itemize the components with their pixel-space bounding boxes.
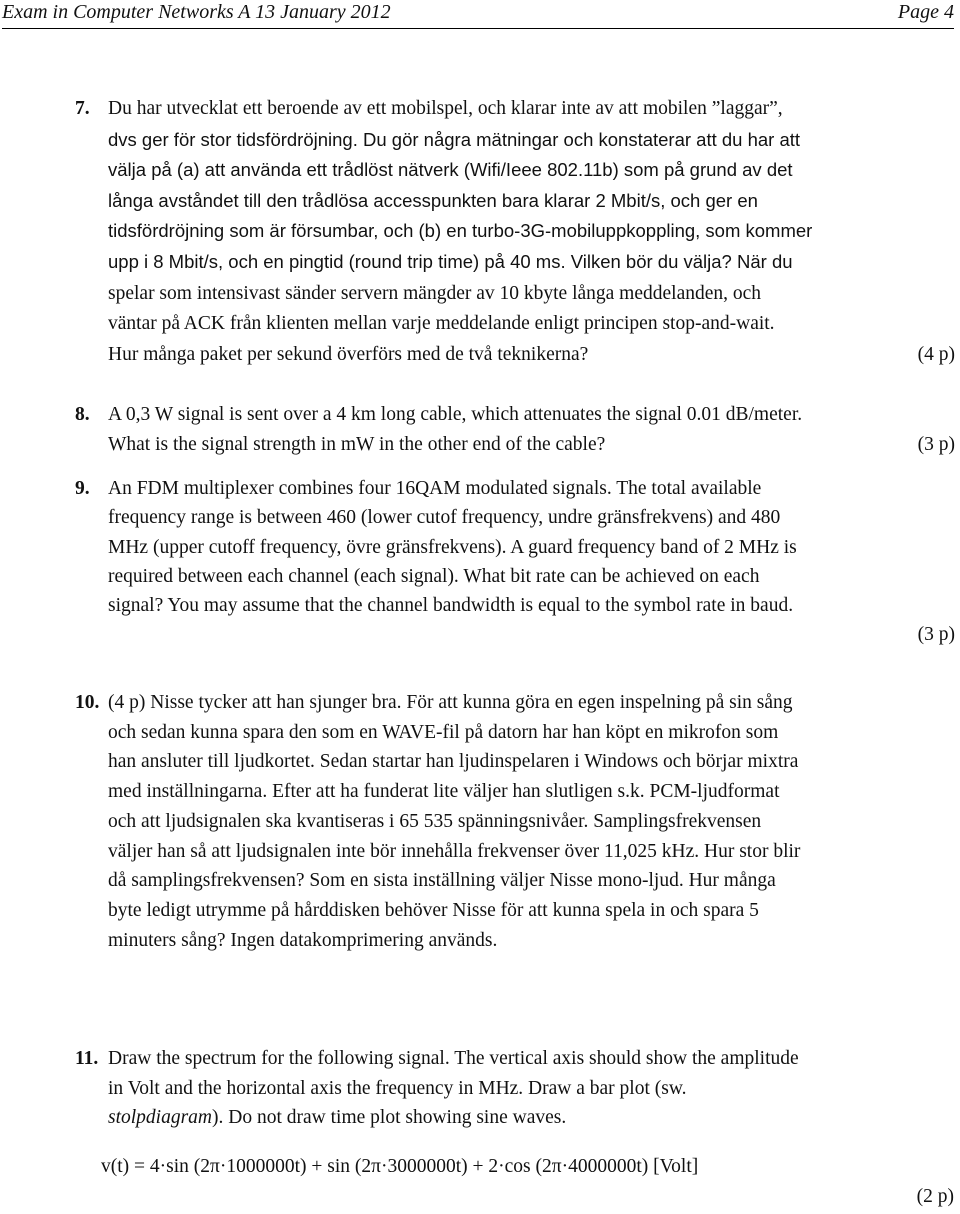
question-number: 7. [75, 98, 90, 119]
question-text-line: What is the signal strength in mW in the other end of the cable? [108, 434, 606, 455]
question-text-line: med inställningarna. Efter att ha funderat lite väljer han slutligen s.k. PCM-ljudformat [108, 781, 780, 803]
question-text-line: minuters sång? Ingen datakomprimering används. [108, 929, 498, 951]
question-text-line: då samplingsfrekvensen? Som en sista inställning väljer Nisse mono-ljud. Hur många [108, 870, 776, 892]
question-text-line: tidsfördröjning som är försumbar, och (b) en turbo-3G-mobiluppkoppling, som kommer [108, 220, 813, 242]
header-title: Exam in Computer Networks A 13 January 2012 [2, 1, 391, 23]
question-text-line: Hur många paket per sekund överförs med de två teknikerna? [108, 343, 589, 365]
question-8 [75, 400, 955, 460]
question-text-line: required between each channel (each signal). What bit rate can be achieved on each [108, 565, 760, 587]
question-text-line: och sedan kunna spara den som en WAVE-fil på datorn har han köpt en mikrofon som [108, 721, 779, 743]
question-text-line: MHz (upper cutoff frequency, övre gränsfrekvens). A guard frequency band of 2 MHz is [108, 536, 797, 558]
question-text-line: frequency range is between 460 (lower cutof frequency, undre gränsfrekvens) and 480 [108, 507, 781, 529]
question-number: 11. [75, 1048, 99, 1069]
points-label: (3 p) [917, 434, 955, 455]
header-page-number: Page 4 [897, 1, 954, 23]
question-text-line: upp i 8 Mbit/s, och en pingtid (round trip time) på 40 ms. Vilken bör du välja? [108, 250, 732, 272]
question-text-line: A 0,3 W signal is sent over a 4 km long cable, which attenuates the signal 0.01 dB/meter. [108, 404, 803, 425]
question-10 [75, 688, 955, 955]
question-text-line: Du har utvecklat ett beroende av ett mobilspel, och klarar inte av att mobilen ”laggar”, [108, 98, 783, 119]
question-text-line: långa avståndet till den trådlösa accesspunkten bara klarar 2 Mbit/s, och ger en [108, 189, 758, 211]
question-text-line: Draw the spectrum for the following signal. The vertical axis should show the amplitude [108, 1048, 799, 1069]
question-text-line: väntar på ACK från klienten mellan varje meddelande enligt principen stop-and-wait. [108, 313, 775, 335]
question-11 [75, 1044, 955, 1133]
signal-formula: v(t) = 4·sin (2π·1000000t) + sin (2π·3000000t) + 2·cos (2π·4000000t) [Volt] [101, 1156, 699, 1177]
question-7 [75, 94, 955, 370]
question-number: 8. [75, 404, 90, 425]
question-number: 9. [75, 478, 90, 499]
question-text-line: ). Do not draw time plot showing sine waves. [212, 1107, 567, 1128]
page-header [2, 0, 954, 29]
question-text-line: välja på (a) att använda ett trådlöst nätverk (Wifi/Ieee 802.11b) som på grund av det [108, 159, 793, 181]
question-text-line: signal? You may assume that the channel bandwidth is equal to the symbol rate in baud. [108, 595, 794, 617]
italic-term: stolpdiagram [108, 1107, 213, 1128]
question-text-line: byte ledigt utrymme på hårddisken behöver Nisse för att kunna spela in och spara 5 [108, 899, 759, 921]
points-label: (4 p) [917, 343, 955, 365]
question-text-line: spelar som intensivast sänder servern mängder av 10 kbyte långa meddelanden, och [108, 282, 762, 304]
question-text-line: in Volt and the horizontal axis the frequency in MHz. Draw a bar plot (sw. [108, 1077, 687, 1099]
question-text-line: han ansluter till ljudkortet. Sedan startar han ljudinspelaren i Windows och börjar mixtra [108, 751, 799, 773]
points-label: (3 p) [917, 624, 955, 646]
question-text-line: dvs ger för stor tidsfördröjning. Du gör några mätningar och konstaterar att du har att [108, 128, 801, 150]
question-text-line: (4 p) Nisse tycker att han sjunger bra. För att kunna göra en egen inspelning på sin sång [108, 692, 793, 713]
question-text-line: An FDM multiplexer combines four 16QAM modulated signals. The total available [108, 478, 762, 499]
question-number: 10. [75, 692, 100, 713]
points-label: (2 p) [916, 1186, 954, 1207]
question-text-fragment: När du [731, 250, 793, 272]
question-text-line: väljer han så att ljudsignalen inte bör innehålla frekvenser över 11,025 kHz. Hur stor blir [108, 840, 801, 862]
question-9 [75, 474, 955, 650]
question-text-line: och att ljudsignalen ska kvantiseras i 65 535 spänningsnivåer. Samplingsfrekvensen [108, 810, 762, 832]
